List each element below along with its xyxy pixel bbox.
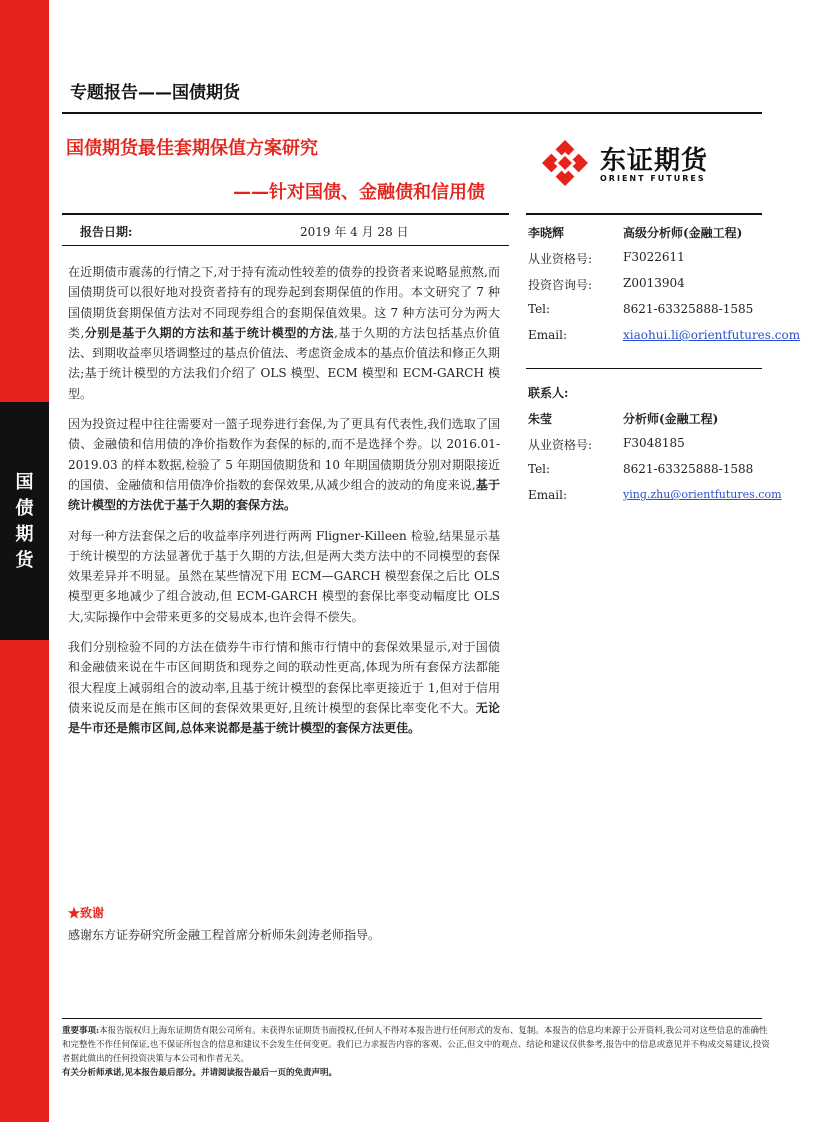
analyst-name: 李晓辉 (528, 226, 565, 240)
paragraph (68, 637, 500, 738)
paragraph-bold: 基于统计模型的方法优于基于久期的套保方法。 (68, 477, 500, 513)
analyst-email-link[interactable]: xiaohui.li@orientfutures.com (623, 328, 801, 342)
paragraph-bold: 无论是牛市还是熊市区间,总体来说都是基于统计模型的套保方法更佳。 (68, 700, 500, 736)
analyst-value: Z0013904 (623, 276, 685, 290)
report-date-label: 报告日期: (80, 225, 133, 239)
report-series: 专题报告——国债期货 (70, 83, 240, 103)
sidebar-char: 货 (15, 550, 34, 571)
contact-name: 朱莹 (528, 412, 553, 426)
analyst-value: F3022611 (623, 250, 685, 264)
thanks-heading: ★致谢 (68, 906, 105, 920)
paragraph-bold: 分别是基于久期的方法和基于统计模型的方法 (84, 325, 335, 340)
analyst-label: Tel: (528, 302, 551, 316)
paragraph-text: 对每一种方法套保之后的收益率序列进行两两 Fligner-Killeen 检验,结果显示基于统计模型的方法显著优于基于久期的方法,但是两大类方法中的不同模型的套保效果差异并不明显。虽然在某些情况下用 ECM—GARCH 模型套保之后比 OLS 模型更多地减少了组合波动,但 ECM-GARCH 模型的套保比率变动幅度比 OLS 大,实际操作中会带来更多的交易成本,也许会得不偿失。 (68, 528, 500, 624)
thanks-text: 感谢东方证券研究所金融工程首席分析师朱剑涛老师指导。 (68, 928, 381, 942)
report-subtitle: ——针对国债、金融债和信用债 (233, 182, 485, 203)
disclaimer (62, 1024, 774, 1080)
analyst-top-divider (526, 213, 762, 215)
paragraph-text: 因为投资过程中往往需要对一篮子现券进行套保,为了更具有代表性,我们选取了国债、金融债和信用债的净价指数作为套保的标的,而不是选择个券。以 2016.01-2019.03 的样本数据,检验了 5 年期国债期货和 10 年期国债期货分别对期限接近的国债、金融债和信用债净价指数的套保效果,从减少组合的波动的角度来说, (68, 417, 500, 492)
contact-heading: 联系人: (528, 386, 569, 400)
disclaimer-footer: 有关分析师承诺,见本报告最后部分。并请阅读报告最后一页的免责声明。 (62, 1068, 337, 1078)
summary-body (68, 262, 500, 749)
sidebar-char: 国 (15, 472, 34, 493)
disclaimer-label: 重要事项: (62, 1026, 100, 1036)
disclaimer-text: 本报告版权归上海东证期货有限公司所有。未获得东证期货书面授权,任何人不得对本报告进行任何形式的发布、复制。本报告的信息均来源于公开资料,我公司对这些信息的准确性和完整性不作任何保证,也不保证所包含的信息和建议不会发生任何变更。我们已力求报告内容的客观、公正,但文中的观点、结论和建议仅供参考,报告中的信息或意见并不构成交易建议,投资者据此做出的任何投资决策与本公司和作者无关。 (62, 1026, 770, 1064)
logo-subtitle: ORIENT FUTURES (600, 174, 706, 183)
contact-value: 8621-63325888-1588 (623, 462, 754, 476)
paragraph (68, 414, 500, 515)
contact-email-link[interactable]: ying.zhu@orientfutures.com (623, 488, 782, 501)
report-title: 国债期货最佳套期保值方案研究 (66, 138, 318, 159)
date-bottom-divider (62, 245, 509, 246)
paragraph-text: 我们分别检验不同的方法在债券牛市行情和熊市行情中的套保效果显示,对于国债和金融债来说在牛市区间期货和现券之间的联动性更高,体现为所有套保方法都能很大程度上减弱组合的波动率,且基于统计模型的套保比率更接近于 1,但对于信用债来说反而是在熊市区间的套保效果更好,且统计模型的套保比率变化不大。 (68, 640, 500, 715)
paragraph-text: 在近期债市震荡的行情之下,对于持有流动性较差的债券的投资者来说略显煎熬,而国债期货可以很好地对投资者持有的现券起到套期保值的作用。本文研究了 7 种国债期货套期保值方法对不同现券组合的套期保值效果。这 7 种方法可分为两大类, (68, 265, 500, 340)
analyst-bottom-divider (526, 368, 762, 369)
sidebar-char: 期 (15, 524, 34, 545)
analyst-label: 投资咨询号: (528, 278, 593, 292)
analyst-label: Email: (528, 328, 568, 342)
sidebar-vertical-label (0, 470, 49, 574)
disclaimer-divider (62, 1018, 762, 1019)
analyst-value: 8621-63325888-1585 (623, 302, 754, 316)
date-top-divider (62, 213, 509, 215)
header-divider (62, 112, 762, 114)
contact-value: F3048185 (623, 436, 685, 450)
analyst-label: 从业资格号: (528, 252, 593, 266)
analyst-title: 高级分析师(金融工程) (623, 226, 743, 240)
paragraph-text: ,基于久期的方法包括基点价值法、到期收益率贝塔调整过的基点价值法、考虑资金成本的基点价值法和修正久期法;基于统计模型的方法我们介绍了 OLS 模型、ECM 模型和 ECM-GARCH 模型。 (68, 325, 501, 401)
paragraph (68, 262, 500, 404)
logo-mark-icon (540, 138, 590, 188)
paragraph (68, 526, 500, 627)
company-logo (540, 138, 730, 188)
sidebar-char: 债 (15, 498, 34, 519)
logo-name: 东证期货 (600, 146, 709, 176)
contact-title: 分析师(金融工程) (623, 412, 719, 426)
contact-label: Email: (528, 488, 568, 502)
contact-label: 从业资格号: (528, 438, 593, 452)
report-date-value: 2019 年 4 月 28 日 (300, 225, 409, 239)
contact-label: Tel: (528, 462, 551, 476)
